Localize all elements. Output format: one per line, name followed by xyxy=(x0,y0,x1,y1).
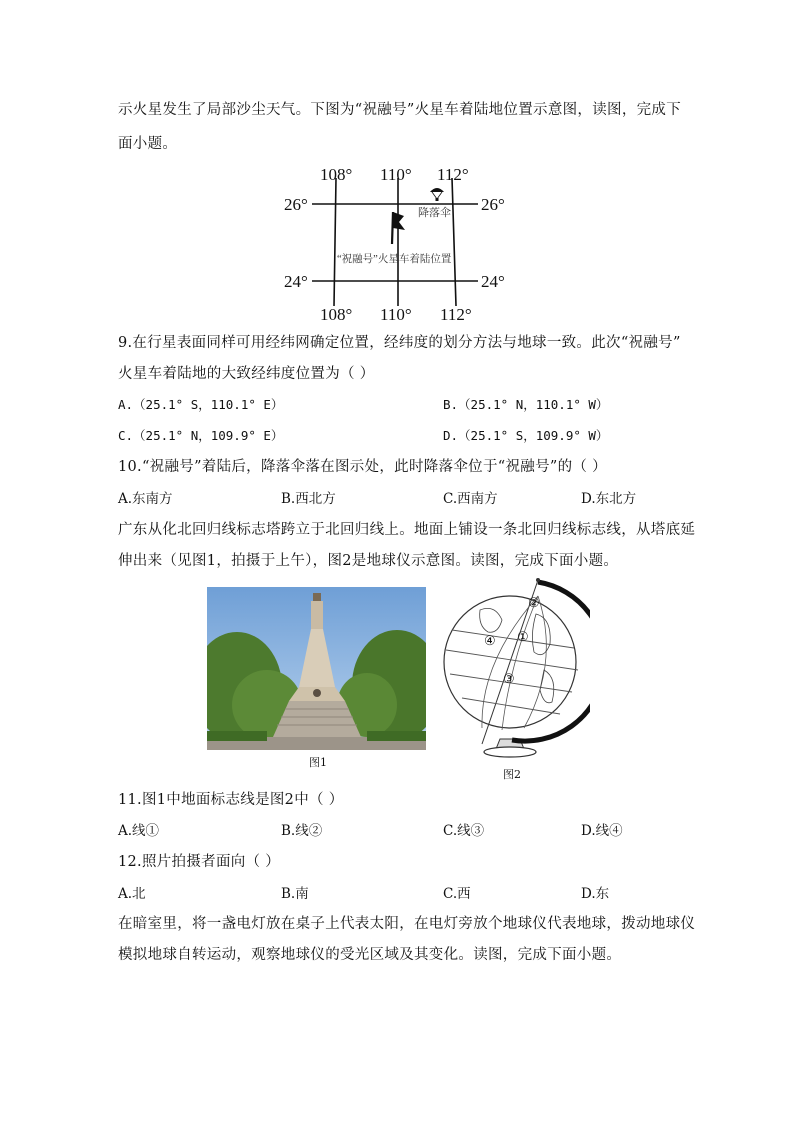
landing-site-map xyxy=(280,160,520,322)
parachute-label: 降落伞 xyxy=(418,207,451,219)
lat-24-left: 24° xyxy=(284,272,308,291)
rover-label: “祝融号”火星车着陆位置 xyxy=(337,254,452,265)
intro-line-1: 示火星发生了局部沙尘天气。下图为“祝融号”火星车着陆地位置示意图，读图，完成下 xyxy=(118,102,682,118)
lon-bottom-108: 108° xyxy=(320,305,353,322)
q11-option-a[interactable]: A.线① xyxy=(118,823,160,839)
q10-option-b[interactable]: B.西北方 xyxy=(281,491,336,507)
lat-26-right: 26° xyxy=(481,195,505,214)
lon-top-110: 110° xyxy=(380,165,412,184)
q12-option-a[interactable]: A.北 xyxy=(118,886,146,902)
q10-option-a[interactable]: A.东南方 xyxy=(118,491,173,507)
figure-2-caption: 图2 xyxy=(503,768,521,781)
q9-option-d[interactable]: D.（25.1° S，109.9° W） xyxy=(443,428,609,443)
q11-option-b[interactable]: B.线② xyxy=(281,823,323,839)
tower-photo xyxy=(207,587,426,750)
globe-mark-2: ② xyxy=(528,595,540,610)
q12-option-d[interactable]: D.东 xyxy=(581,886,610,902)
intro-line-2: 面小题。 xyxy=(118,136,178,152)
globe-mark-3: ③ xyxy=(503,671,515,686)
q10-option-c[interactable]: C.西南方 xyxy=(443,491,498,507)
lat-24-right: 24° xyxy=(481,272,505,291)
lon-top-112: 112° xyxy=(437,165,469,184)
q9-option-c[interactable]: C.（25.1° N，109.9° E） xyxy=(118,428,284,443)
intro2-line-2: 伸出来（见图1，拍摄于上午），图2是地球仪示意图。读图，完成下面小题。 xyxy=(118,553,619,569)
q10-option-d[interactable]: D.东北方 xyxy=(581,491,637,507)
q11-stem: 11.图1中地面标志线是图2中（ ） xyxy=(118,792,344,808)
q9-stem-line-2: 火星车着陆地的大致经纬度位置为（ ） xyxy=(118,366,375,382)
globe-mark-4: ④ xyxy=(484,633,496,648)
globe-mark-1: ① xyxy=(517,629,529,644)
q9-stem-line-1: 9.在行星表面同样可用经纬网确定位置，经纬度的划分方法与地球一致。此次“祝融号” xyxy=(118,335,681,351)
lon-bottom-110: 110° xyxy=(380,305,412,322)
figure-1-caption: 图1 xyxy=(309,756,327,769)
lat-26-left: 26° xyxy=(284,195,308,214)
q11-option-c[interactable]: C.线③ xyxy=(443,823,485,839)
q12-stem: 12.照片拍摄者面向（ ） xyxy=(118,854,281,870)
q9-option-a[interactable]: A.（25.1° S，110.1° E） xyxy=(118,397,284,412)
parachute-icon xyxy=(430,188,444,201)
intro2-line-1: 广东从化北回归线标志塔跨立于北回归线上。地面上铺设一条北回归线标志线，从塔底延 xyxy=(118,522,696,538)
q11-option-d[interactable]: D.线④ xyxy=(581,823,623,839)
q12-option-c[interactable]: C.西 xyxy=(443,886,471,902)
intro3-line-1: 在暗室里，将一盏电灯放在桌子上代表太阳，在电灯旁放个地球仪代表地球，拨动地球仪 xyxy=(118,916,696,932)
lon-bottom-112: 112° xyxy=(440,305,472,322)
q12-option-b[interactable]: B.南 xyxy=(281,886,309,902)
q9-option-b[interactable]: B.（25.1° N，110.1° W） xyxy=(443,397,609,412)
q10-stem: 10.“祝融号”着陆后，降落伞落在图示处，此时降落伞位于“祝融号”的（ ） xyxy=(118,459,607,475)
intro3-line-2: 模拟地球自转运动，观察地球仪的受光区域及其变化。读图，完成下面小题。 xyxy=(118,947,622,963)
lon-top-108: 108° xyxy=(320,165,353,184)
globe-diagram xyxy=(440,574,590,766)
